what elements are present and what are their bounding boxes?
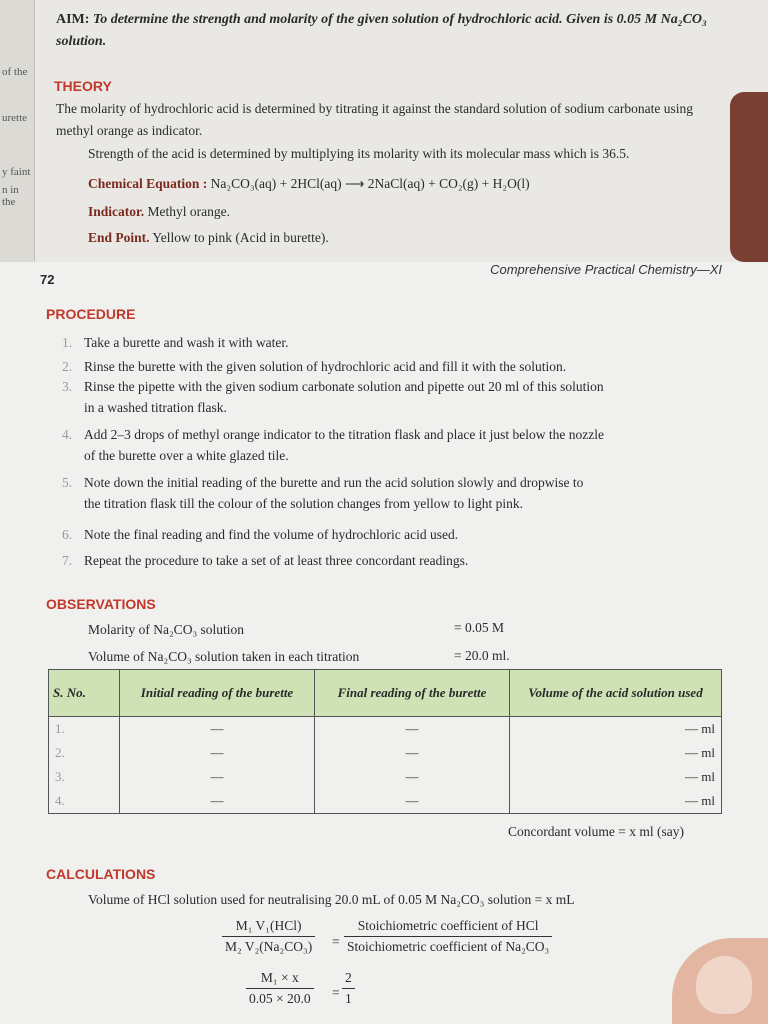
step-number: 2. [62,359,73,374]
step-text: the titration flask till the colour of the solution changes from yellow to light pink. [84,496,524,511]
fraction-denominator: Stoichiometric coefficient of Na₂CO₃ [347,939,550,954]
observation-volume-label: Volume of Na₂CO₃ solution taken in each titration [88,649,360,664]
fraction-molarity-volume [222,918,315,955]
theory-paragraph-2: Strength of the acid is determined by multiplying its molarity with its molecular mass which is 36.5. [88,146,630,161]
step-text: Note down the initial reading of the burette and run the acid solution slowly and dropwise to [84,475,584,490]
step-number: 4. [62,427,73,442]
fraction-numerator: M₁ × x [246,970,314,989]
calculations-heading: CALCULATIONS [46,866,156,882]
table-header-row [49,670,722,717]
procedure-heading: PROCEDURE [46,306,136,322]
observation-molarity-label: Molarity of Na₂CO₃ solution [88,622,245,637]
volume-used-cell: — ml [510,789,722,814]
chemical-equation-label: Chemical Equation : [88,176,208,191]
fraction-numerator: 2 [342,970,355,989]
step-number: 3. [62,379,73,394]
fraction-ratio [342,970,355,1007]
previous-page-edge [0,0,35,262]
step-text: Take a burette and wash it with water. [84,335,289,350]
procedure-step [62,376,722,418]
observation-table [48,669,722,814]
table-row [49,765,722,789]
upper-page [0,0,768,262]
step-text: Note the final reading and find the volume of hydrochloric acid used. [84,527,459,542]
fraction-stoichiometric [344,918,552,955]
step-text: of the burette over a white glazed tile. [84,448,289,463]
margin-word: of the [2,66,28,78]
observation-volume-value: = 20.0 ml. [454,648,510,663]
chemical-equation: Na₂CO₃(aq) + 2HCl(aq) ⟶ 2NaCl(aq) + CO₂(g) + H₂O(l) [210,176,530,191]
volume-used-cell: — ml [510,717,722,742]
margin-word: n in the [2,184,19,208]
procedure-step [62,472,722,514]
row-sno: 2. [49,741,120,765]
step-text: Add 2–3 drops of methyl orange indicator to the titration flask and place it just below the nozzle [84,427,604,442]
volume-used-cell: — ml [510,765,722,789]
table-row [49,717,722,742]
procedure-step [62,524,722,545]
thumbnail-nail [696,956,752,1014]
margin-word: urette [2,112,28,124]
initial-reading-cell: — [120,789,315,814]
row-sno: 1. [49,717,120,742]
aim-label: AIM: [56,12,90,27]
final-reading-cell: — [315,717,510,742]
final-reading-cell: — [315,789,510,814]
fraction-numerator: M₁ V₁(HCl) [222,918,315,937]
step-number: 5. [62,475,73,490]
step-text: Rinse the burette with the given solution of hydrochloric acid and fill it with the solution. [84,359,567,374]
equals-sign: = [332,934,340,949]
end-point-label: End Point. [88,230,150,245]
procedure-step [62,550,722,571]
initial-reading-cell: — [120,741,315,765]
observation-molarity-value: = 0.05 M [454,620,504,635]
fraction-denominator: 1 [345,991,352,1006]
fraction-denominator: M₂ V₂(Na₂CO₃) [225,939,313,954]
header-final-reading: Final reading of the burette [315,670,510,717]
aim-text: To determine the strength and molarity of the given solution of hydrochloric acid. Given is 0.05 M Na₂CO₃ solution. [56,12,707,49]
indicator-value: Methyl orange. [147,204,230,219]
initial-reading-cell: — [120,765,315,789]
chemical-equation-line [88,176,530,192]
volume-used-cell: — ml [510,741,722,765]
step-number: 6. [62,527,73,542]
theory-heading: THEORY [54,78,112,94]
book-cover-edge [730,92,768,262]
calculation-statement: Volume of HCl solution used for neutralising 20.0 mL of 0.05 M Na₂CO₃ solution = x mL [88,892,575,907]
step-number: 1. [62,335,73,350]
page-number: 72 [40,272,55,287]
fraction-numerator: Stoichiometric coefficient of HCl [344,918,552,937]
row-sno: 4. [49,789,120,814]
margin-word: y faint [2,166,31,178]
fraction-denominator: 0.05 × 20.0 [249,991,311,1006]
aim-block [56,9,736,53]
running-head: Comprehensive Practical Chemistry—XI [490,262,722,277]
procedure-step [62,424,722,466]
equals-sign: = [332,985,340,1000]
procedure-step [62,332,722,353]
concordant-volume: Concordant volume = x ml (say) [508,824,684,839]
step-number: 7. [62,553,73,568]
indicator-label: Indicator. [88,204,145,219]
initial-reading-cell: — [120,717,315,742]
theory-paragraph-1: The molarity of hydrochloric acid is determined by titrating it against the standard solution of sodium carbonate using methyl orange as indicator. [56,101,693,138]
main-page [0,262,768,1024]
header-sno: S. No. [49,670,120,717]
final-reading-cell: — [315,741,510,765]
final-reading-cell: — [315,765,510,789]
fraction-substituted [246,970,314,1007]
end-point-value: Yellow to pink (Acid in burette). [152,230,329,245]
end-point-line [88,230,329,246]
table-row [49,789,722,814]
procedure-step [62,356,722,377]
step-text: Rinse the pipette with the given sodium carbonate solution and pipette out 20 ml of this solution [84,379,604,394]
step-text: in a washed titration flask. [84,400,227,415]
step-text: Repeat the procedure to take a set of at least three concordant readings. [84,553,469,568]
observations-heading: OBSERVATIONS [46,596,156,612]
header-initial-reading: Initial reading of the burette [120,670,315,717]
table-row [49,741,722,765]
indicator-line [88,204,230,220]
row-sno: 3. [49,765,120,789]
header-volume-used: Volume of the acid solution used [510,670,722,717]
